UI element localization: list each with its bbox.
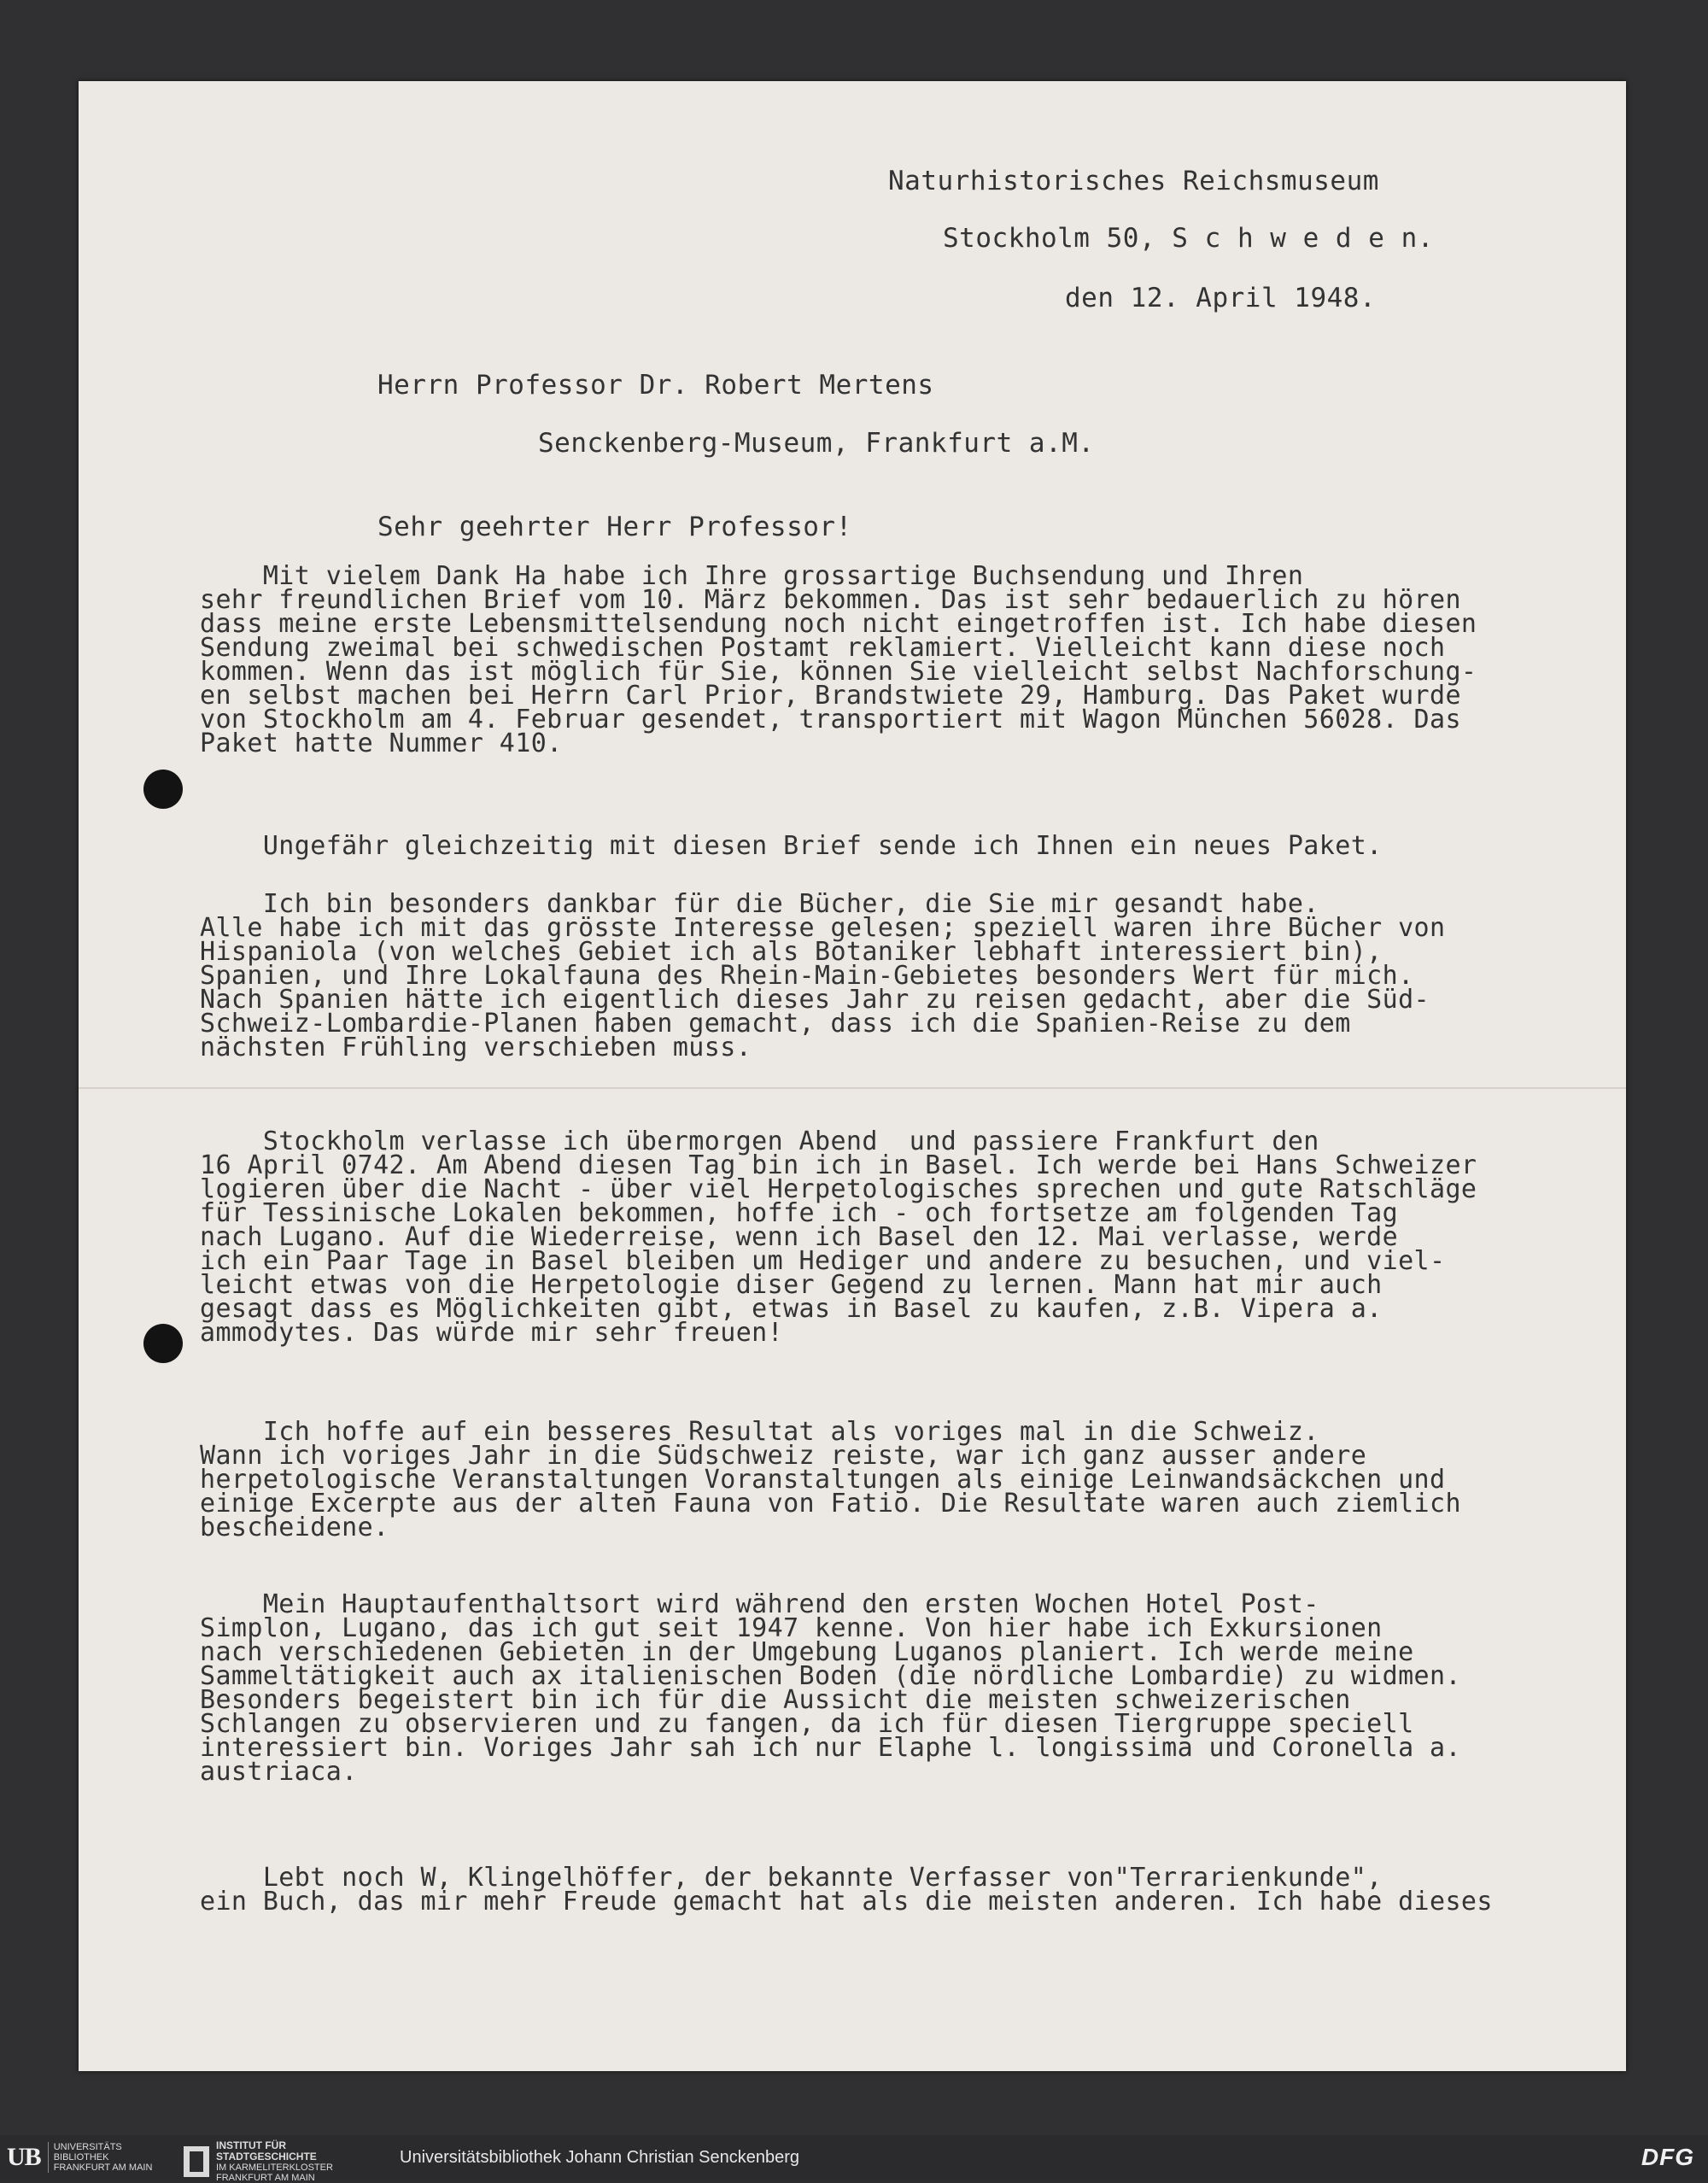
- ub-logo-mark: UB: [7, 2143, 41, 2171]
- text-line: gesagt dass es Möglichkeiten gibt, etwas in Basel zu kaufen, z.B. Vipera a.: [200, 1294, 1383, 1324]
- text-line: herpetologische Veranstaltungen Voranstaltungen als einige Leinwandsäckchen und: [200, 1465, 1446, 1495]
- ub-logo-line: BIBLIOTHEK: [53, 2152, 109, 2163]
- institute-logo-text: [216, 2140, 333, 2183]
- paragraph-7: [200, 1863, 1493, 1917]
- text-line: nach Lugano. Auf die Wiederreise, wenn ich Basel den 12. Mai verlasse, werde: [200, 1222, 1399, 1252]
- text-line: en selbst machen bei Herrn Carl Prior, Brandstwiete 29, Hamburg. Das Paket wurde: [200, 681, 1461, 711]
- paragraph-5: [200, 1417, 1461, 1542]
- text-line: 16 April 0742. Am Abend diesen Tag bin ich in Basel. Ich werde bei Hans Schweizer: [200, 1150, 1477, 1180]
- text-line: von Stockholm am 4. Februar gesendet, transportiert mit Wagon München 56028. Das: [200, 705, 1461, 734]
- text-line: Ich hoffe auf ein besseres Resultat als voriges mal in die Schweiz.: [200, 1417, 1319, 1447]
- text-line: Stockholm verlasse ich übermorgen Abend und passiere Frankfurt den: [200, 1127, 1319, 1156]
- library-caption: Universitätsbibliothek Johann Christian Senckenberg: [400, 2148, 800, 2167]
- paragraph-4: [200, 1127, 1477, 1348]
- letter-date: den 12. April 1948.: [1065, 283, 1377, 313]
- paragraph-1: [200, 561, 1477, 758]
- letter-sheet: [79, 81, 1626, 2071]
- fold-crease: [79, 1087, 1626, 1089]
- text-line: ein Buch, das mir mehr Freude gemacht hat als die meisten anderen. Ich habe dieses: [200, 1887, 1493, 1917]
- institute-line: IM KARMELITERKLOSTER: [216, 2163, 333, 2173]
- text-line: nächsten Frühling verschieben muss.: [200, 1033, 752, 1062]
- text-line: Schweiz-Lombardie-Planen haben gemacht, dass ich die Spanien-Reise zu dem: [200, 1009, 1351, 1039]
- text-line: Ungefähr gleichzeitig mit diesen Brief sende ich Ihnen ein neues Paket.: [200, 831, 1383, 861]
- text-line: Wann ich voriges Jahr in die Südschweiz reiste, war ich ganz ausser andere: [200, 1441, 1367, 1471]
- text-line: leicht etwas von die Herpetologie diser Gegend zu lernen. Mann hat mir auch: [200, 1270, 1383, 1300]
- footer-bar: [0, 2135, 1708, 2183]
- text-line: Mein Hauptaufenthaltsort wird während den ersten Wochen Hotel Post-: [200, 1589, 1319, 1619]
- text-line: für Tessinische Lokalen bekommen, hoffe ich - och fortsetze am folgenden Tag: [200, 1198, 1399, 1228]
- ub-logo-line: UNIVERSITÄTS: [53, 2142, 122, 2152]
- salutation: Sehr geehrter Herr Professor!: [377, 512, 852, 542]
- text-line: Spanien, und Ihre Lokalfauna des Rhein-Main-Gebietes besonders Wert für mich.: [200, 961, 1414, 991]
- text-line: Mit vielem Dank Ha habe ich Ihre grossartige Buchsendung und Ihren: [200, 561, 1304, 591]
- text-line: Nach Spanien hätte ich eigentlich dieses Jahr zu reisen gedacht, aber die Süd-: [200, 985, 1430, 1015]
- text-line: sehr freundlichen Brief vom 10. März bekommen. Das ist sehr bedauerlich zu hören: [200, 585, 1461, 615]
- institute-line: INSTITUT FÜR: [216, 2139, 286, 2151]
- recipient-address: Senckenberg-Museum, Frankfurt a.M.: [538, 428, 1095, 459]
- sender-city: Stockholm 50, S c h w e d e n.: [943, 223, 1434, 254]
- text-line: Lebt noch W, Klingelhöffer, der bekannte Verfasser von"Terrarienkunde",: [200, 1863, 1383, 1893]
- text-line: ich ein Paar Tage in Basel bleiben um Hediger und andere zu besuchen, und viel-: [200, 1246, 1446, 1276]
- recipient-name: Herrn Professor Dr. Robert Mertens: [377, 370, 934, 401]
- text-line: Besonders begeistert bin ich für die Aussicht die meisten schweizerischen: [200, 1685, 1351, 1715]
- paragraph-6: [200, 1589, 1461, 1787]
- text-line: einige Excerpte aus der alten Fauna von Fatio. Die Resultate waren auch ziemlich: [200, 1489, 1461, 1519]
- text-line: Paket hatte Nummer 410.: [200, 729, 563, 758]
- text-line: Hispaniola (von welches Gebiet ich als Botaniker lebhaft interessiert bin),: [200, 937, 1383, 967]
- punch-hole-bottom: [143, 1324, 183, 1363]
- dfg-logo: DFG: [1641, 2144, 1694, 2170]
- text-line: logieren über die Nacht - über viel Herpetologisches sprechen und gute Ratschläge: [200, 1174, 1477, 1204]
- text-line: Ich bin besonders dankbar für die Bücher, die Sie mir gesandt habe.: [200, 889, 1319, 919]
- paragraph-2: [200, 831, 1383, 861]
- text-line: Alle habe ich mit das grösste Interesse gelesen; speziell waren ihre Bücher von: [200, 913, 1446, 943]
- ub-logo: [7, 2140, 152, 2174]
- text-line: Sammeltätigkeit auch ax italienischen Boden (die nördliche Lombardie) zu widmen.: [200, 1661, 1461, 1691]
- text-line: dass meine erste Lebensmittelsendung noch nicht eingetroffen ist. Ich habe diesen: [200, 609, 1477, 639]
- paragraph-3: [200, 889, 1446, 1062]
- text-line: bescheidene.: [200, 1513, 389, 1542]
- text-line: nach verschiedenen Gebieten in der Umgebung Luganos planiert. Ich werde meine: [200, 1637, 1414, 1667]
- text-line: ammodytes. Das würde mir sehr freuen!: [200, 1318, 784, 1348]
- ub-logo-line: FRANKFURT AM MAIN: [53, 2163, 153, 2173]
- punch-hole-top: [143, 770, 183, 809]
- text-line: Simplon, Lugano, das ich gut seit 1947 kenne. Von hier habe ich Exkursionen: [200, 1613, 1383, 1643]
- text-line: kommen. Wenn das ist möglich für Sie, können Sie vielleicht selbst Nachforschung-: [200, 657, 1477, 687]
- institute-line: FRANKFURT AM MAIN: [216, 2173, 315, 2183]
- text-line: Schlangen zu observieren und zu fangen, da ich für diesen Tiergruppe speciell: [200, 1709, 1414, 1739]
- text-line: interessiert bin. Voriges Jahr sah ich nur Elaphe l. longissima und Coronella a.: [200, 1733, 1461, 1763]
- text-line: Sendung zweimal bei schwedischen Postamt reklamiert. Vielleicht kann diese noch: [200, 633, 1446, 663]
- institute-logo: [184, 2140, 333, 2183]
- text-line: austriaca.: [200, 1757, 358, 1787]
- sender-institution: Naturhistorisches Reichsmuseum: [888, 166, 1379, 196]
- ub-logo-text: [48, 2142, 153, 2173]
- institute-line: STADTGESCHICHTE: [216, 2151, 317, 2163]
- institute-logo-icon: [184, 2146, 209, 2177]
